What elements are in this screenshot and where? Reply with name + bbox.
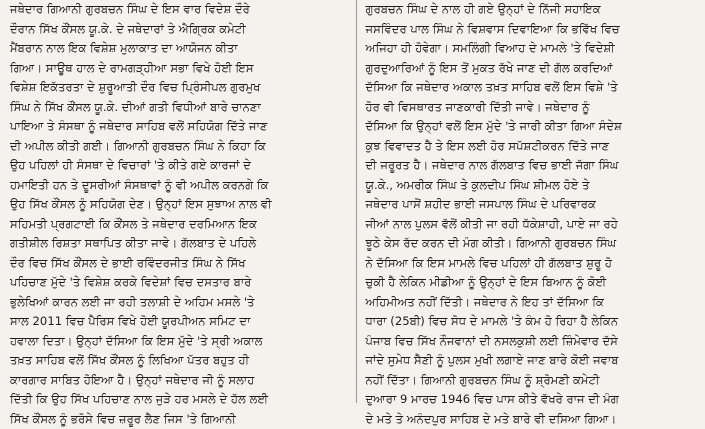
text-line: ਸਹਿਮਤੀ ਪ੍ਰਗਟਾਈ ਕਿ ਕੌਂਸਲ ਤੇ ਜਥੇਦਾਰ ਦਰਮਿਆਨ ਇਕ xyxy=(10,215,347,235)
text-line: ਦਿੱਤੀ ਕਿ ਉਹ ਸਿੱਖ ਪਹਿਚਾਣ ਨਾਲ ਜੁੜੇ ਹਰ ਮਸਲੇ ਦੇ ਹੱਲ ਲਈ xyxy=(10,390,347,410)
text-line: ਗੁਰਦੁਆਰਿਆਂ ਨੂੰ ਇਸ ਤੋਂ ਮੁਕਤ ਰੱਖੇ ਜਾਣ ਦੀ ਗੱਲ ਕਰਦਿਆਂ xyxy=(366,59,698,79)
text-line: ਜੀਆਂ ਨਾਲ ਪੁਲਸ ਵੱਲੋਂ ਕੀਤੀ ਜਾ ਰਹੀ ਧੱਕੇਸ਼ਾਹੀ, ਪਾਏ ਜਾ ਰਹੇ xyxy=(366,215,698,235)
text-line: ਪੰਜਾਬ ਵਿਚ ਸਿੱਖ ਨੌਜਵਾਨਾਂ ਦੀ ਨਸਲਕੁਸ਼ੀ ਲਈ ਜ਼ਿੰਮੇਵਾਰ ਦੱਸੇ xyxy=(366,332,698,352)
text-line: ਜਥੇਦਾਰ ਪਾਸੋਂ ਸ਼ਹੀਦ ਭਾਈ ਜਸਪਾਲ ਸਿੰਘ ਦੇ ਪਰਿਵਾਰਕ xyxy=(366,195,698,215)
text-line: ਹੋਰ ਵੀ ਵਿਸਥਾਰਤ ਜਾਣਕਾਰੀ ਦਿੱਤੀ ਜਾਵੇ। ਜਥੇਦਾਰ ਨੂੰ xyxy=(366,98,698,118)
text-line: ਪਹਿਚਾਣ ਮੁੱਦੇ 'ਤੇ ਵਿਸ਼ੇਸ਼ ਕਰਕੇ ਵਿਦੇਸ਼ਾਂ ਵਿਚ ਦਸਤਾਰ ਬਾਰੇ xyxy=(10,273,347,293)
text-line: ਕੁਝ ਵਿਵਾਦਤ ਹੈ ਤੇ ਇਸ ਲਈ ਹੋਰ ਸਪੱਸ਼ਟੀਕਰਨ ਦਿੱਤੇ ਜਾਣ xyxy=(366,137,698,157)
text-line: ਗੁਰਬਚਨ ਸਿੰਘ ਦੇ ਨਾਲ ਹੀ ਗਏ ਉਨ੍ਹਾਂ ਦੇ ਨਿੱਜੀ ਸਹਾਇਕ xyxy=(366,0,698,20)
text-line: ਮੈਂਬਰਾਨ ਨਾਲ ਇਕ ਵਿਸ਼ੇਸ਼ ਮੁਲਾਕਾਤ ਦਾ ਆਯੋਜਨ ਕੀਤਾ xyxy=(10,39,347,59)
text-line: ਹਮਾਇਤੀ ਹਨ ਤੇ ਦੂਸਰੀਆਂ ਸੰਸਥਾਵਾਂ ਨੂੰ ਵੀ ਅਪੀਲ ਕਰਨਗੇ ਕਿ xyxy=(10,176,347,196)
text-line: ਪਾਇਆ ਤੇ ਸੰਸਥਾ ਨੂੰ ਜਥੇਦਾਰ ਸਾਹਿਬ ਵਲੋਂ ਸਹਿਯੋਗ ਦਿੱਤੇ ਜਾਣ xyxy=(10,117,347,137)
text-line: ਦੀ ਅਪੀਲ ਕੀਤੀ ਗਈ। ਗਿਆਨੀ ਗੁਰਬਚਨ ਸਿੰਘ ਨੇ ਕਿਹਾ ਕਿ xyxy=(10,137,347,157)
text-line: ਕਾਰਗਾਰ ਸਾਬਿਤ ਹੋਇਆ ਹੈ। ਉਨ੍ਹਾਂ ਜਥੇਦਾਰ ਜੀ ਨੂੰ ਸਲਾਹ xyxy=(10,371,347,391)
text-line: ਨੇ ਦੱਸਿਆ ਕਿ ਇਸ ਮਾਮਲੇ ਵਿਚ ਪਹਿਲਾਂ ਹੀ ਗੱਲਬਾਤ ਸ਼ੁਰੂ ਹੋ xyxy=(366,254,698,274)
text-line: ਝੂਠੇ ਕੇਸ ਰੱਦ ਕਰਨ ਦੀ ਮੰਗ ਕੀਤੀ। ਗਿਆਨੀ ਗੁਰਬਚਨ ਸਿੰਘ xyxy=(366,234,698,254)
text-line: ਅਹਿਮੀਅਤ ਨਹੀਂ ਦਿੱਤੀ। ਜਥੇਦਾਰ ਨੇ ਇਹ ਤਾਂ ਦੱਸਿਆ ਕਿ xyxy=(366,293,698,313)
text-line: ਉਹ ਸਿੱਖ ਕੌਂਸਲ ਨੂੰ ਸਹਿਯੋਗ ਦੇਣ। ਉਨ੍ਹਾਂ ਇਸ ਸੁਝਾਅ ਨਾਲ ਵੀ xyxy=(10,195,347,215)
text-line: ਉਹ ਪਹਿਲਾਂ ਹੀ ਸੰਸਥਾ ਦੇ ਵਿਚਾਰਾਂ 'ਤੇ ਕੀਤੇ ਗਏ ਕਾਰਜਾਂ ਦੇ xyxy=(10,156,347,176)
text-line: ਗਿਆ। ਸਾਊਥ ਹਾਲ ਦੇ ਰਾਮਗੜ੍ਹੀਆ ਸਭਾ ਵਿਖੇ ਹੋਈ ਇਸ xyxy=(10,59,347,79)
text-line: ਜਾਂਦੇ ਸੁਮੇਧ ਸੈਣੀ ਨੂੰ ਪੁਲਸ ਮੁਖੀ ਲਗਾਏ ਜਾਣ ਬਾਰੇ ਕੋਈ ਜਵਾਬ xyxy=(366,351,698,371)
text-line: ਦੇ ਮਤੇ ਤੇ ਅਨੰਦਪੁਰ ਸਾਹਿਬ ਦੇ ਮਤੇ ਬਾਰੇ ਵੀ ਦਸਿਆ ਗਿਆ। xyxy=(366,410,698,429)
text-line: ਚੁਕੀ ਹੈ ਲੇਕਿਨ ਮੀਡੀਆ ਨੂੰ ਉਨ੍ਹਾਂ ਦੇ ਇਸ ਬਿਆਨ ਨੂੰ ਕੋਈ xyxy=(366,273,698,293)
text-line: ਦੌਰਾਨ ਸਿੱਖ ਕੌਂਸਲ ਯੂ.ਕੇ. ਦੇ ਜਥੇਦਾਰਾਂ ਤੇ ਐਗ੍ਰਿਕ ਕਮੇਟੀ xyxy=(10,20,347,40)
text-line: ਹਵਾਲਾ ਦਿਤਾ। ਉਨ੍ਹਾਂ ਦੱਸਿਆ ਕਿ ਇਸ ਮੁੱਦੇ 'ਤੇ ਸ੍ਰੀ ਅਕਾਲ xyxy=(10,332,347,352)
text-line: ਧਾਰਾ (25ਬੀ) ਵਿਚ ਸੋਧ ਦੇ ਮਾਮਲੇ 'ਤੇ ਕੰਮ ਹੋ ਰਿਹਾ ਹੈ ਲੇਕਿਨ xyxy=(366,312,698,332)
text-line: ਦੀ ਜਰੂਰਤ ਹੈ। ਜਥੇਦਾਰ ਨਾਲ ਗੱਲਬਾਤ ਵਿਚ ਭਾਈ ਜੱਗਾ ਸਿੰਘ xyxy=(366,156,698,176)
text-line: ਭੁਲੇਖਿਆਂ ਕਾਰਨ ਲਈ ਜਾ ਰਹੀ ਤਲਾਸ਼ੀ ਦੇ ਅਹਿਮ ਮਸਲੇ 'ਤੇ xyxy=(10,293,347,313)
text-line: ਸਿੱਖ ਕੌਂਸਲ ਨੂੰ ਭਰੋਸੇ ਵਿਚ ਜ਼ਰੂਰ ਲੈਣ ਜਿਸ 'ਤੇ ਗਿਆਨੀ xyxy=(10,410,347,429)
text-line: ਤਖ਼ਤ ਸਾਹਿਬ ਵਲੋਂ ਸਿੱਖ ਕੌਂਸਲ ਨੂੰ ਲਿਖਿਆ ਪੱਤਰ ਬਹੁਤ ਹੀ xyxy=(10,351,347,371)
text-line: ਦੱਸਿਆ ਕਿ ਜਥੇਦਾਰ ਅਕਾਲ ਤਖ਼ਤ ਸਾਹਿਬ ਵਲੋਂ ਇਸ ਵਿਸ਼ੇ 'ਤੇ xyxy=(366,78,698,98)
text-line: ਯੂ.ਕੇ., ਅਮਰੀਕ ਸਿੰਘ ਤੇ ਕੁਲਦੀਪ ਸਿੰਘ ਸ਼ੀਮਲ ਹੋਏ ਤੇ xyxy=(366,176,698,196)
text-line: ਦੁਆਰਾ 9 ਮਾਰਚ 1946 ਵਿਚ ਪਾਸ ਕੀਤੇ ਵੱਖਰੇ ਰਾਜ ਦੀ ਮੰਗ xyxy=(366,390,698,410)
text-line: ਦੱਸਿਆ ਕਿ ਉਨ੍ਹਾਂ ਵਲੋਂ ਇਸ ਮੁੱਦੇ 'ਤੇ ਜਾਰੀ ਕੀਤਾ ਗਿਆ ਸੰਦੇਸ਼ xyxy=(366,117,698,137)
text-line: ਜਸਵਿੰਦਰ ਪਾਲ ਸਿੰਘ ਨੇ ਵਿਸ਼ਵਾਸ ਦਿਵਾਇਆ ਕਿ ਭਵਿੱਖ ਵਿਚ xyxy=(366,20,698,40)
text-line: ਗਤੀਸ਼ੀਲ ਰਿਸ਼ਤਾ ਸਥਾਪਿਤ ਕੀਤਾ ਜਾਵੇ। ਗੱਲਬਾਤ ਦੇ ਪਹਿਲੇ xyxy=(10,234,347,254)
text-line: ਸਾਲ 2011 ਵਿਚ ਪੈਰਿਸ ਵਿਖੇ ਹੋਈ ਯੂਰਪੀਅਨ ਸਮਿਟ ਦਾ xyxy=(10,312,347,332)
text-line: ਨਹੀਂ ਦਿੱਤਾ। ਗਿਆਨੀ ਗੁਰਬਚਨ ਸਿੰਘ ਨੂੰ ਸ਼੍ਰੋਮਣੀ ਕਮੇਟੀ xyxy=(366,371,698,391)
article-columns xyxy=(10,0,697,403)
text-line: ਅਜਿਹਾ ਹੀ ਹੋਵੇਗਾ। ਸਮਲਿੰਗੀ ਵਿਆਹ ਦੇ ਮਾਮਲੇ 'ਤੇ ਵਿਦੇਸ਼ੀ xyxy=(366,39,698,59)
article-column-right xyxy=(357,0,698,403)
article-column-left xyxy=(10,0,357,403)
text-line: ਵਿਸ਼ੇਸ਼ ਇਕੱਤਰਤਾ ਦੇ ਸ਼ੁਰੂਆਤੀ ਦੌਰ ਵਿਚ ਪ੍ਰਿੰਸੀਪਲ ਗੁਰਮੁਖ xyxy=(10,78,347,98)
text-line: ਸਿੰਘ ਨੇ ਸਿੱਖ ਕੌਂਸਲ ਯੂ.ਕੇ. ਦੀਆਂ ਗਤੀ ਵਿਧੀਆਂ ਬਾਰੇ ਚਾਨਣਾ xyxy=(10,98,347,118)
text-line: ਦੌਰ ਵਿਚ ਸਿੱਖ ਕੌਂਸਲ ਦੇ ਭਾਈ ਰਵਿੰਦਰਜੀਤ ਸਿੰਘ ਨੇ ਸਿੱਖ xyxy=(10,254,347,274)
text-line: ਜਥੇਦਾਰ ਗਿਆਨੀ ਗੁਰਬਚਨ ਸਿੰਘ ਦੇ ਇਸ ਵਾਰ ਵਿਦੇਸ਼ ਦੌਰੇ xyxy=(10,0,347,20)
